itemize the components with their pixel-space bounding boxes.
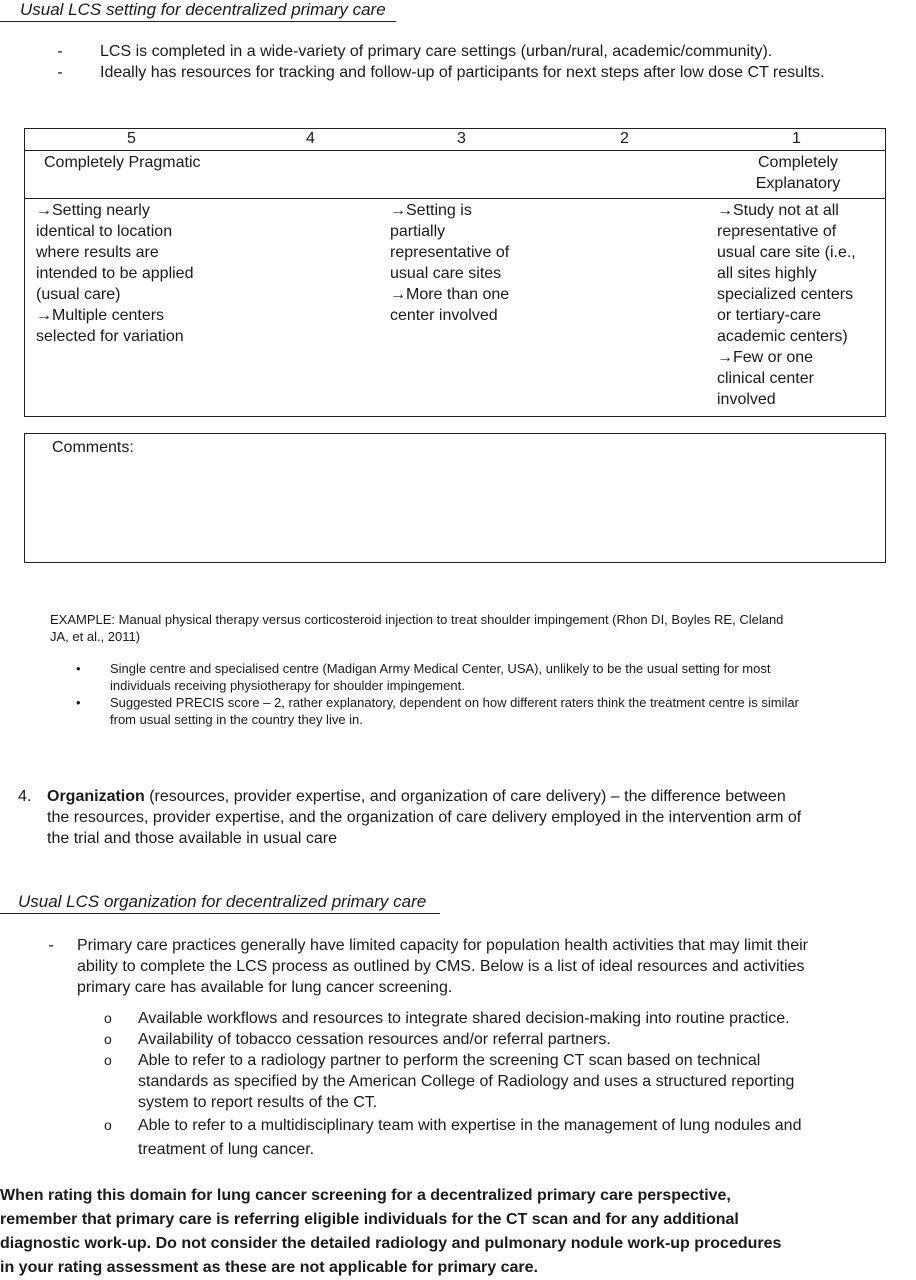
closing-line: When rating this domain for lung cancer screening for a decentralized primary care perspective, xyxy=(0,1187,731,1204)
list-item xyxy=(76,1008,916,1029)
section-heading-setting xyxy=(0,0,396,22)
example-line: JA, et al., 2011) xyxy=(50,629,141,644)
list-item xyxy=(50,660,916,694)
precis-scale-box xyxy=(24,128,886,417)
item-number: 4. xyxy=(18,788,32,805)
closing-line: diagnostic work-up. Do not consider the detailed radiology and pulmonary nodule work-up procedures xyxy=(0,1235,782,1252)
organization-paragraph xyxy=(46,935,916,998)
section-heading-organization xyxy=(0,892,440,914)
closing-line: in your rating assessment as these are not applicable for primary care. xyxy=(0,1259,538,1276)
pragmatic-label: Completely Pragmatic xyxy=(44,154,201,171)
list-item-text: Ideally has resources for tracking and follow-up of participants for next steps after low dose CT results. xyxy=(100,64,825,81)
bullet-marker: • xyxy=(76,695,81,710)
dash-marker: - xyxy=(48,937,54,954)
description-line: or tertiary-care xyxy=(717,307,822,324)
scale-number-1: 1 xyxy=(792,130,801,147)
scale-number-5: 5 xyxy=(127,130,136,147)
closing-instruction xyxy=(0,1184,916,1280)
sub-item-line: system to report results of the CT. xyxy=(138,1094,378,1111)
organization-line xyxy=(47,786,916,807)
description-line: selected for variation xyxy=(36,328,184,345)
bullet-line: Single centre and specialised centre (Madigan Army Medical Center, USA), unlikely to be the usual setting for most xyxy=(110,661,771,676)
description-line: →Setting is xyxy=(390,202,472,219)
resources-sublist xyxy=(76,1008,916,1160)
paragraph-line: Primary care practices generally have limited capacity for population health activities that may limit their xyxy=(77,937,808,954)
organization-line: the resources, provider expertise, and the organization of care delivery employed in the intervention arm of xyxy=(47,809,802,826)
bullet-marker: • xyxy=(76,661,81,676)
description-line: specialized centers xyxy=(717,286,854,303)
section-heading-organization-text: Usual LCS organization for decentralized primary care xyxy=(18,892,427,911)
bullet-line: individuals receiving physiotherapy for shoulder impingement. xyxy=(110,678,465,693)
description-line: representative of xyxy=(717,223,837,240)
organization-definition: (resources, provider expertise, and organization of care delivery) – the difference between xyxy=(144,788,786,805)
bullet-line: from usual setting in the country they live in. xyxy=(110,712,363,727)
description-line: usual care site (i.e., xyxy=(717,244,856,261)
description-line: (usual care) xyxy=(36,286,121,303)
circle-marker: o xyxy=(104,1010,112,1026)
divider xyxy=(25,150,885,151)
column-3-description xyxy=(390,200,509,326)
explanatory-label xyxy=(725,152,871,194)
section-heading-setting-text: Usual LCS setting for decentralized primary care xyxy=(20,0,386,19)
divider xyxy=(25,198,885,199)
description-line: intended to be applied xyxy=(36,265,194,282)
description-line: →More than one xyxy=(390,286,510,303)
description-line: →Study not at all xyxy=(717,202,839,219)
explanatory-label-line: Explanatory xyxy=(755,175,841,192)
description-line: all sites highly xyxy=(717,265,817,282)
sub-item-line: Able to refer to a multidisciplinary team with expertise in the management of lung nodules and xyxy=(138,1117,802,1134)
setting-list xyxy=(50,41,916,83)
sub-item-line: Availability of tobacco cessation resources and/or referral partners. xyxy=(138,1031,611,1048)
comments-box[interactable] xyxy=(24,433,886,563)
list-item xyxy=(50,41,916,62)
list-item xyxy=(76,1029,916,1050)
dash-marker: - xyxy=(57,43,63,60)
example-line: EXAMPLE: Manual physical therapy versus corticosteroid injection to treat shoulder impingement (Rhon DI, Boyles RE, Cleland xyxy=(50,612,784,627)
example-bullets xyxy=(50,660,916,728)
description-line: →Multiple centers xyxy=(36,307,165,324)
description-line: center involved xyxy=(390,307,498,324)
dash-marker: - xyxy=(57,64,63,81)
organization-item xyxy=(18,786,916,849)
description-line: →Setting nearly xyxy=(36,202,150,219)
sub-item-line: Available workflows and resources to integrate shared decision-making into routine practice. xyxy=(138,1010,790,1027)
description-line: partially xyxy=(390,223,446,240)
description-line: usual care sites xyxy=(390,265,502,282)
description-line: where results are xyxy=(36,244,159,261)
description-line: academic centers) xyxy=(717,328,848,345)
comments-label: Comments: xyxy=(52,439,134,456)
description-line: clinical center xyxy=(717,370,814,387)
description-line: involved xyxy=(717,391,776,408)
paragraph-line: primary care has available for lung cancer screening. xyxy=(77,979,453,996)
list-item xyxy=(46,935,916,998)
column-1-description xyxy=(717,200,856,410)
list-item-text: LCS is completed in a wide-variety of primary care settings (urban/rural, academic/community). xyxy=(100,43,773,60)
scale-number-2: 2 xyxy=(620,130,629,147)
circle-marker: o xyxy=(104,1031,112,1047)
circle-marker: o xyxy=(104,1052,112,1068)
closing-line: remember that primary care is referring eligible individuals for the CT scan and for any additional xyxy=(0,1211,739,1228)
sub-item-line: treatment of lung cancer. xyxy=(138,1141,315,1158)
scale-number-3: 3 xyxy=(457,130,466,147)
organization-line: the trial and those available in usual care xyxy=(47,830,337,847)
organization-term: Organization xyxy=(47,788,145,805)
description-line: representative of xyxy=(390,244,510,261)
scale-number-4: 4 xyxy=(306,130,315,147)
sub-item-line: standards as specified by the American College of Radiology and uses a structured reporting xyxy=(138,1073,795,1090)
paragraph-line: ability to complete the LCS process as outlined by CMS. Below is a list of ideal resources and activities xyxy=(77,958,805,975)
list-item xyxy=(76,1115,916,1160)
example-block xyxy=(50,611,916,645)
explanatory-label-line: Completely xyxy=(757,154,839,171)
list-item xyxy=(76,1050,916,1113)
sub-item-line: Able to refer to a radiology partner to perform the screening CT scan based on technical xyxy=(138,1052,761,1069)
list-item xyxy=(50,694,916,728)
list-item xyxy=(50,62,916,83)
circle-marker: o xyxy=(104,1117,112,1133)
column-5-description xyxy=(36,200,193,347)
bullet-line: Suggested PRECIS score – 2, rather explanatory, dependent on how different raters think the treatment centre is similar xyxy=(110,695,799,710)
description-line: identical to location xyxy=(36,223,173,240)
description-line: →Few or one xyxy=(717,349,814,366)
